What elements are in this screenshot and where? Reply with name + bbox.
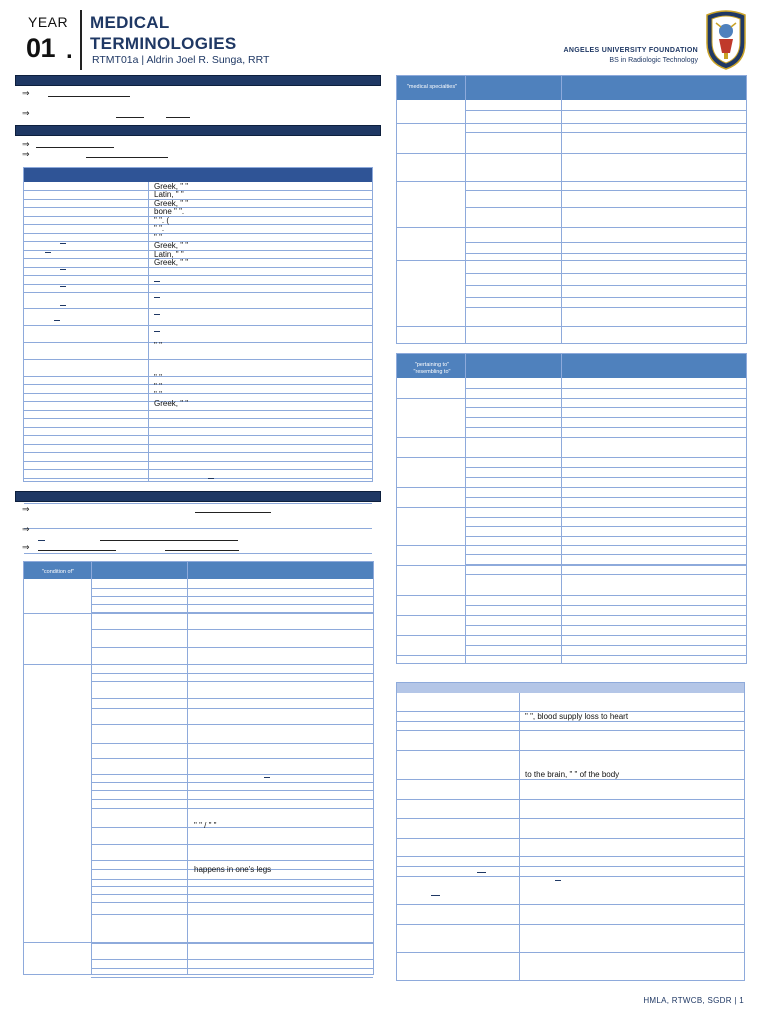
table-header [24,168,372,182]
row-divider [91,604,373,605]
table-cell-text: Greek, " " [154,181,189,191]
table-cell-text: " ". ( [154,215,170,225]
row-divider [24,401,372,402]
row-divider [24,410,372,411]
university-seal-icon [703,9,749,71]
course-subtitle: RTMT01a | Aldrin Joel R. Sunga, RRT [92,54,270,66]
arrow-icon: ⇒ [22,542,30,552]
dash-mark [264,777,270,778]
row-divider [397,565,746,566]
dash-mark [60,305,66,306]
row-divider [24,613,373,614]
row-divider [24,284,372,285]
row-divider [397,799,744,800]
table-cell-text: " ". [154,223,165,233]
row-divider [465,536,746,537]
table-cell-text: Greek, " " [154,398,189,408]
row-divider [465,253,746,254]
arrow-icon: ⇒ [22,88,30,98]
row-divider [397,730,744,731]
row-divider [24,359,372,360]
row-divider [465,242,746,243]
table-cell-text: " " [154,381,162,391]
row-divider [91,943,373,944]
year-label: YEAR [28,14,69,30]
table-cell-text: Greek, " " [154,198,189,208]
row-divider [465,625,746,626]
row-divider [24,528,372,529]
row-divider [397,260,746,261]
row-divider [397,153,746,154]
table-cell-text: bone " ". [154,206,185,216]
blank-line [100,540,238,541]
row-divider [465,427,746,428]
row-divider [397,437,746,438]
row-divider [397,838,744,839]
column-divider [519,693,520,980]
row-divider [91,708,373,709]
blank-line [48,96,130,97]
table-cell-text: to the brain, " " of the body [525,770,620,779]
page-footer: HMLA, RTWCB, SGDR | 1 [643,996,744,1005]
header-divider [80,10,82,70]
row-divider [397,721,744,722]
row-divider [397,856,744,857]
row-divider [91,790,373,791]
blank-line [195,512,271,513]
row-divider [91,588,373,589]
title-line-1: MEDICAL [90,13,170,32]
row-divider [24,503,372,504]
row-divider [465,526,746,527]
row-divider [465,297,746,298]
row-divider [397,876,744,877]
pertaining-header-label: "pertaining to" "resembling to" [413,362,451,375]
page-title [90,12,237,54]
row-divider [397,655,746,656]
row-divider [397,866,744,867]
row-divider [91,774,373,775]
table-cell-text: " ", blood supply loss to heart [525,712,629,721]
dash-mark [60,243,66,244]
dash-mark [477,872,486,873]
row-divider [465,554,746,555]
row-divider [465,207,746,208]
row-divider [397,818,744,819]
program-name: BS in Radiologic Technology [609,57,698,64]
title-line-2: TERMINOLOGIES [90,34,237,53]
dash-mark [154,281,160,282]
row-divider [91,902,373,903]
row-divider [465,477,746,478]
row-divider [465,517,746,518]
section-bar-2 [15,125,381,136]
row-divider [24,418,372,419]
arrow-icon: ⇒ [22,149,30,159]
row-divider [397,595,746,596]
row-divider [91,596,373,597]
column-divider [465,76,466,343]
row-divider [91,860,373,861]
dash-mark [60,269,66,270]
row-divider [91,698,373,699]
row-divider [91,879,373,880]
row-divider [24,325,372,326]
row-divider [465,307,746,308]
specialties-header-label: "medical specialties" [406,84,458,90]
row-divider [397,615,746,616]
arrow-icon: ⇒ [22,504,30,514]
row-divider [397,779,744,780]
column-divider [561,76,562,343]
row-divider [24,308,372,309]
blank-line [36,147,114,148]
blank-line [116,117,144,118]
row-divider [91,968,373,969]
blank-line [166,117,190,118]
row-divider [24,241,372,242]
dash-mark [54,320,60,321]
row-divider [397,750,744,751]
school-name: ANGELES UNIVERSITY FOUNDATION [563,47,698,54]
row-divider [24,216,372,217]
table-cell-text: happens in one's legs [194,865,272,874]
row-divider [24,478,372,479]
row-divider [465,605,746,606]
year-number: 01 [26,33,56,63]
table-cell-text: Latin, " " [154,189,184,199]
dash-mark [154,314,160,315]
blank-line [86,157,168,158]
row-divider [397,227,746,228]
row-divider [24,342,372,343]
column-divider [148,182,149,481]
row-divider [465,467,746,468]
row-divider [24,942,373,943]
row-divider [397,123,746,124]
column-divider [91,562,92,974]
row-divider [91,681,373,682]
row-divider [397,952,744,953]
row-divider [91,743,373,744]
row-divider [91,673,373,674]
table-cell-text: " " [154,232,162,242]
table-cell-text: Greek, " " [154,240,189,250]
row-divider [397,398,746,399]
row-divider [465,417,746,418]
row-divider [465,273,746,274]
blank-line [38,550,116,551]
row-divider [91,629,373,630]
dash-mark [208,478,214,479]
column-divider [561,354,562,663]
row-divider [397,181,746,182]
row-divider [24,444,372,445]
section-bar-1 [15,75,381,86]
row-divider [397,904,744,905]
row-divider [397,326,746,327]
dash-mark [154,331,160,332]
table-cell-text: Greek, " " [154,257,189,267]
row-divider [24,553,372,554]
row-divider [465,574,746,575]
row-divider [397,457,746,458]
row-divider [24,469,372,470]
word-roots-table [23,167,373,482]
row-divider [24,384,372,385]
row-divider [91,914,373,915]
dash-mark [60,286,66,287]
arrow-icon: ⇒ [22,524,30,534]
row-divider [397,487,746,488]
table-cell-text: " " [154,390,162,399]
row-divider [397,924,744,925]
row-divider [91,894,373,895]
row-divider [24,233,372,234]
blank-line [165,550,239,551]
condition-header-label: "condition of" [41,569,75,575]
row-divider [397,545,746,546]
row-divider [465,190,746,191]
table-cell-text: " " [154,341,162,350]
row-divider [465,407,746,408]
row-divider [465,285,746,286]
row-divider [24,250,372,251]
row-divider [91,886,373,887]
row-divider [91,647,373,648]
row-divider [24,275,372,276]
dash-mark [431,895,440,896]
row-divider [91,977,373,978]
pertaining-suffix-table [396,353,747,664]
row-divider [91,844,373,845]
row-divider [397,635,746,636]
medical-specialties-table [396,75,747,344]
row-divider [91,959,373,960]
table-cell-text: " " / " " [194,821,217,830]
arrow-icon: ⇒ [22,139,30,149]
row-divider [465,645,746,646]
row-divider [24,461,372,462]
table-header [397,683,744,693]
row-divider [465,110,746,111]
row-divider [91,799,373,800]
column-divider [187,562,188,974]
row-divider [24,207,372,208]
row-divider [91,827,373,828]
table-cell-text: " " [154,373,162,382]
arrow-icon: ⇒ [22,108,30,118]
table-cell-text: Latin, " " [154,249,184,259]
row-divider [24,224,372,225]
dash-mark [555,880,561,881]
row-divider [91,758,373,759]
row-divider [24,199,372,200]
row-divider [397,507,746,508]
row-divider [24,393,372,394]
condition-suffix-table [23,561,374,975]
row-divider [465,132,746,133]
row-divider [24,258,372,259]
row-divider [91,808,373,809]
row-divider [24,292,372,293]
year-dot: . [66,37,73,64]
row-divider [24,190,372,191]
row-divider [24,664,373,665]
dash-mark [45,252,51,253]
dash-mark [154,297,160,298]
dash-mark [38,540,45,541]
row-divider [24,452,372,453]
row-divider [24,435,372,436]
row-divider [465,388,746,389]
row-divider [91,782,373,783]
column-divider [465,354,466,663]
terms-table [396,682,745,981]
row-divider [24,267,372,268]
row-divider [465,497,746,498]
row-divider [91,724,373,725]
section-bar-3 [15,491,381,502]
row-divider [24,376,372,377]
row-divider [24,427,372,428]
